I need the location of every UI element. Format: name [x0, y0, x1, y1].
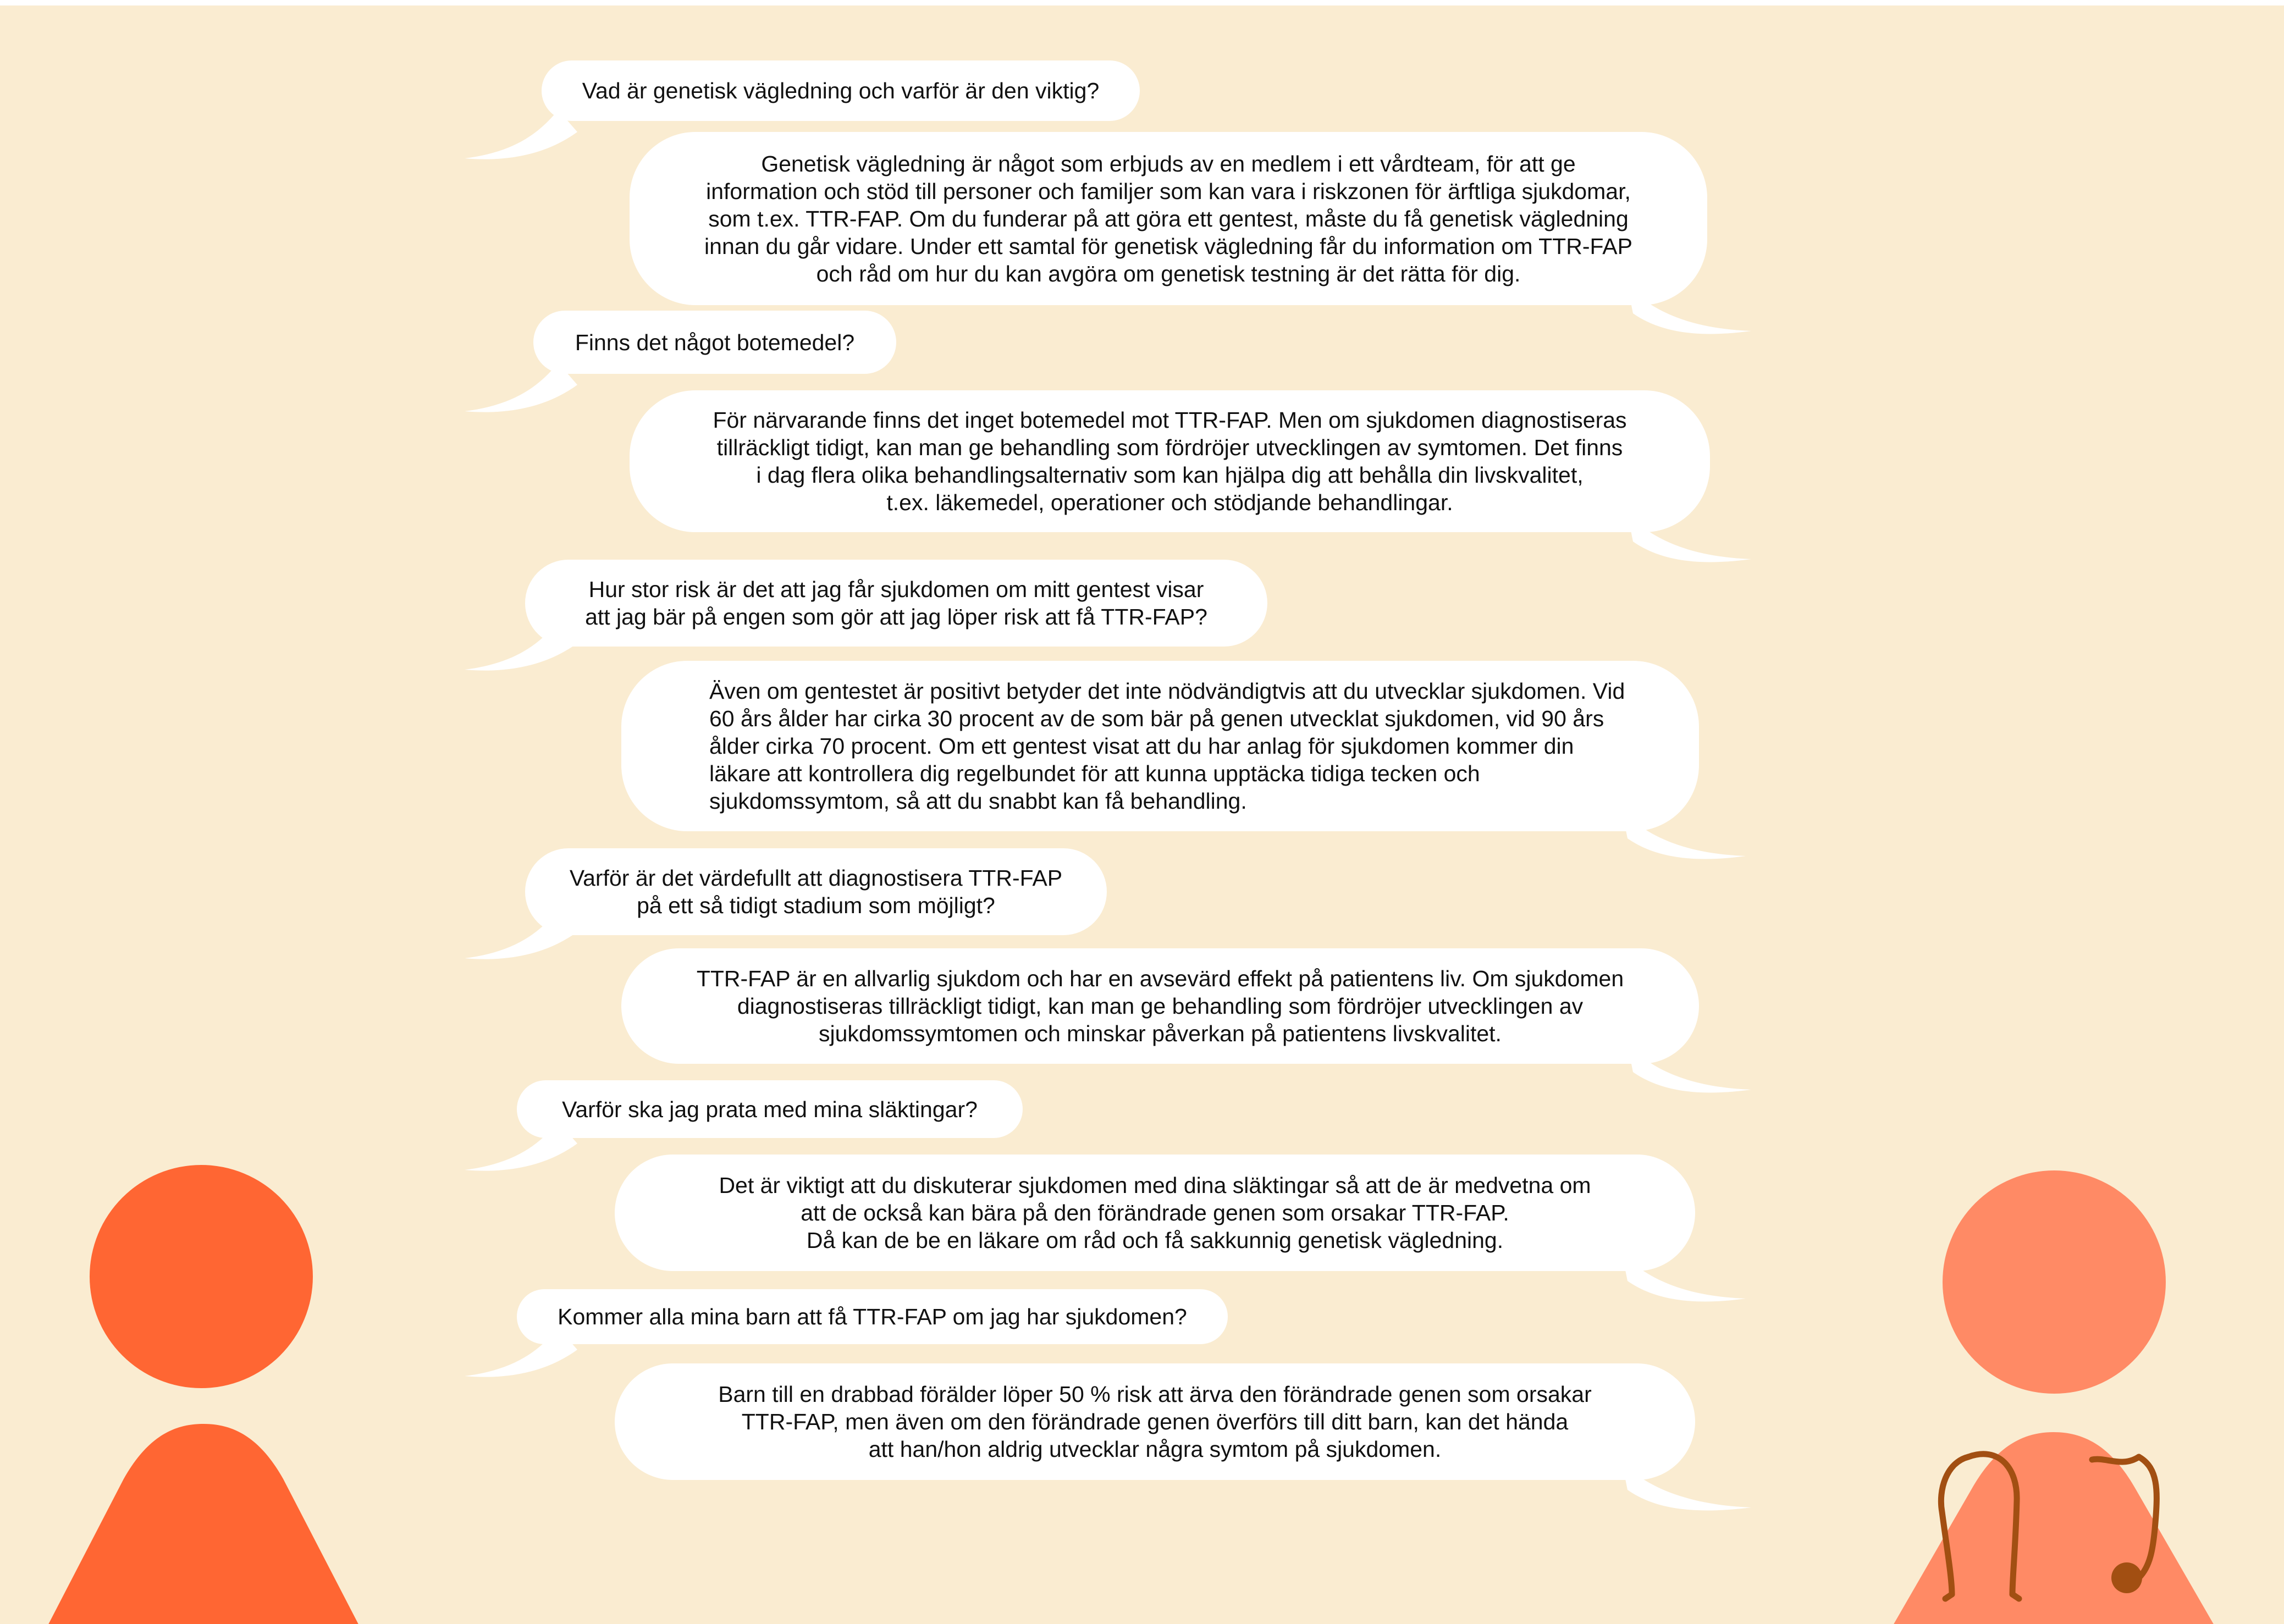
answer-bubble-tail [1628, 509, 1754, 569]
answer-bubble: Det är viktigt att du diskuterar sjukdomen med dina släktingar så att de är medvetna om att de också kan bära på den förändrade genen som orsakar TTR-FAP. Då kan de be en läkare om råd och få sakkunnig genetisk vägledning. [615, 1155, 1695, 1271]
question-bubble: Finns det något botemedel? [533, 311, 896, 374]
question-bubble: Vad är genetisk vägledning och varför är den viktig? [542, 60, 1140, 121]
answer-bubble: För närvarande finns det inget botemedel mot TTR-FAP. Men om sjukdomen diagnostiseras tillräckligt tidigt, kan man ge behandling som fördröjer utvecklingen av symtomen. Det finns i dag flera olika behandlingsalternativ som kan hjälpa dig att behålla din livskvalitet, t.ex. läkemedel, operationer och stödjande behandlingar. [630, 390, 1710, 532]
answer-bubble: Genetisk vägledning är något som erbjuds av en medlem i ett vårdteam, för att ge information och stöd till personer och familjer som kan vara i riskzonen för ärftliga sjukdomar, som t.ex. TTR-FAP. Om du funderar på att göra ett gentest, måste du få genetisk vägledning innan du går vidare. Under ett samtal för genetisk vägledning får du information om TTR-FAP och råd om hur du kan avgöra om genetisk testning är det rätta för dig. [630, 132, 1707, 305]
infographic-page [0, 5, 2284, 1624]
person-icon [38, 1160, 368, 1624]
question-bubble: Kommer alla mina barn att få TTR-FAP om jag har sjukdomen? [517, 1289, 1228, 1344]
stethoscope-chestpiece [2111, 1562, 2142, 1593]
answer-bubble-tail [1622, 805, 1748, 866]
doctor-body [1889, 1432, 2219, 1624]
question-bubble: Varför är det värdefullt att diagnostisera TTR-FAP på ett så tidigt stadium som möjligt? [525, 848, 1107, 935]
answer-bubble-tail [1628, 280, 1754, 341]
answer-bubble-tail [1622, 1248, 1748, 1308]
answer-bubble-tail [1622, 1457, 1754, 1517]
patient-body [44, 1424, 363, 1624]
doctor-head [1943, 1170, 2166, 1394]
question-bubble: Varför ska jag prata med mina släktingar? [517, 1080, 1023, 1138]
answer-bubble: Även om gentestet är positivt betyder det inte nödvändigtvis att du utvecklar sjukdomen. Vid 60 års ålder har cirka 30 procent av de som bär på genen utvecklat sjukdomen, vid 90 års ålder cirka 70 procent. Om ett gentest visat att du har anlag för sjukdomen kommer din läkare att kontrollera dig regelbundet för att kunna upptäcka tidiga tecken och sjukdomssymtom, så att du snabbt kan få behandling. [621, 661, 1699, 831]
doctor-icon [1880, 1160, 2221, 1624]
patient-head [90, 1165, 313, 1388]
question-bubble: Hur stor risk är det att jag får sjukdomen om mitt gentest visar att jag bär på engen som gör att jag löper risk att få TTR-FAP? [525, 560, 1267, 647]
answer-bubble: TTR-FAP är en allvarlig sjukdom och har en avsevärd effekt på patientens liv. Om sjukdomen diagnostiseras tillräckligt tidigt, kan man ge behandling som fördröjer utvecklingen av sjukdomssymtomen och minskar påverkan på patientens livskvalitet. [621, 948, 1699, 1064]
answer-bubble-tail [1628, 1039, 1754, 1100]
answer-bubble: Barn till en drabbad förälder löper 50 % risk att ärva den förändrade genen som orsakar TTR-FAP, men även om den förändrade genen överförs till ditt barn, kan det hända att han/hon aldrig utvecklar några symtom på sjukdomen. [615, 1363, 1695, 1480]
